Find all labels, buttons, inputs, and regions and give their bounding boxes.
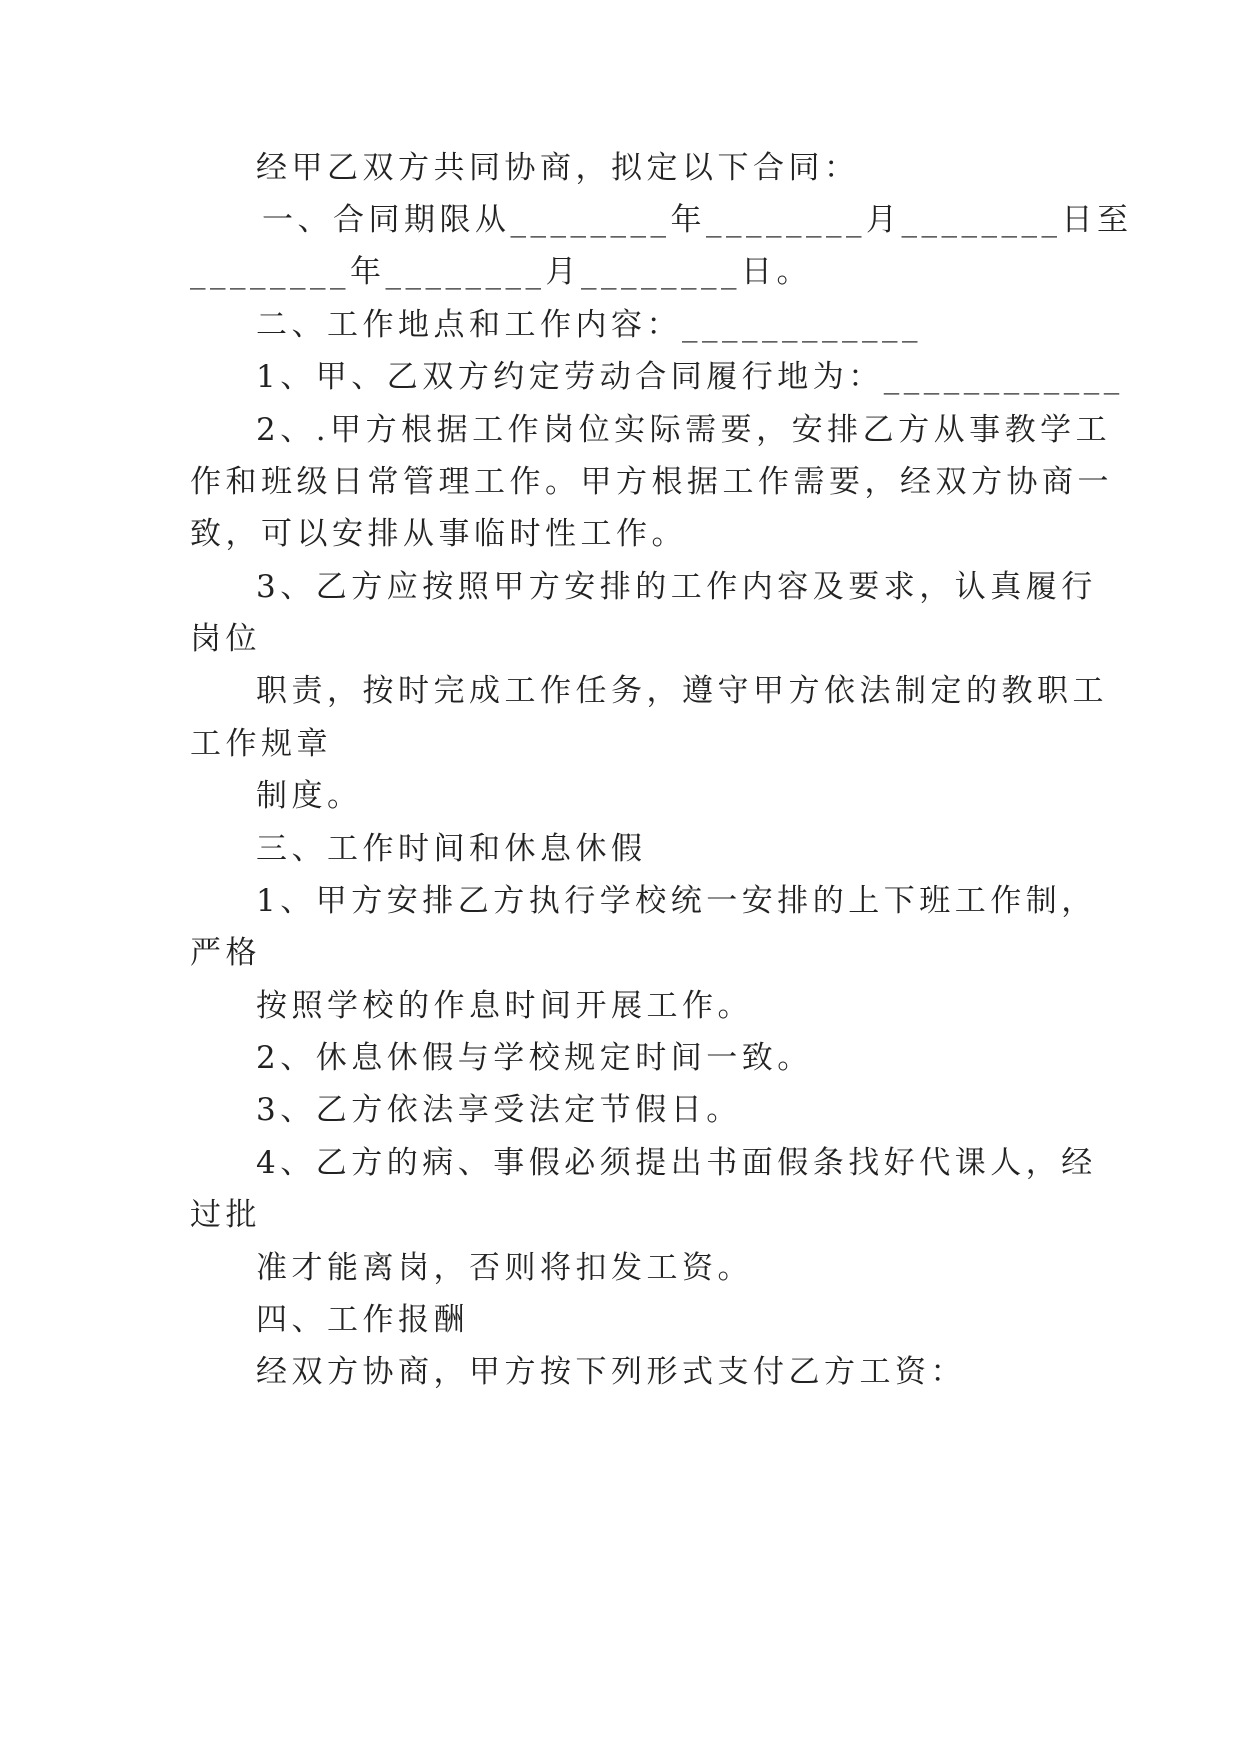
- text-line: 按照学校的作息时间开展工作。: [256, 988, 753, 1024]
- text-line: 致，可以安排从事临时性工作。: [190, 516, 687, 552]
- text-line: 严格: [190, 935, 261, 971]
- text-line: 经双方协商，甲方按下列形式支付乙方工资：: [256, 1354, 966, 1390]
- text-line: 岗位: [190, 621, 261, 657]
- text-line: 1、甲方安排乙方执行学校统一安排的上下班工作制，: [256, 883, 1097, 919]
- text-line: 4、乙方的病、事假必须提出书面假条找好代课人，经: [256, 1145, 1097, 1181]
- text-line: ________年________月________日。: [190, 254, 812, 290]
- text-line: 三、工作时间和休息休假: [256, 831, 647, 867]
- text-line: 过批: [190, 1197, 261, 1233]
- text-line: 四、工作报酬: [256, 1302, 469, 1338]
- text-line: 一、合同期限从________年________月________日至: [262, 202, 1133, 238]
- text-line: 3、乙方依法享受法定节假日。: [256, 1092, 742, 1128]
- text-line: 2、休息休假与学校规定时间一致。: [256, 1040, 813, 1076]
- text-line: 二、工作地点和工作内容：____________: [256, 307, 922, 343]
- text-line: 准才能离岗，否则将扣发工资。: [256, 1250, 753, 1286]
- text-line: 经甲乙双方共同协商，拟定以下合同：: [256, 150, 860, 186]
- text-line: 3、乙方应按照甲方安排的工作内容及要求，认真履行: [256, 569, 1097, 605]
- text-line: 2、.甲方根据工作岗位实际需要，安排乙方从事教学工: [256, 412, 1112, 448]
- text-line: 工作规章: [190, 726, 332, 762]
- text-line: 职责，按时完成工作任务，遵守甲方依法制定的教职工: [256, 673, 1108, 709]
- text-line: 制度。: [256, 778, 363, 814]
- text-line: 1、甲、乙双方约定劳动合同履行地为：____________: [256, 359, 1124, 395]
- text-line: 作和班级日常管理工作。甲方根据工作需要，经双方协商一: [190, 464, 1113, 500]
